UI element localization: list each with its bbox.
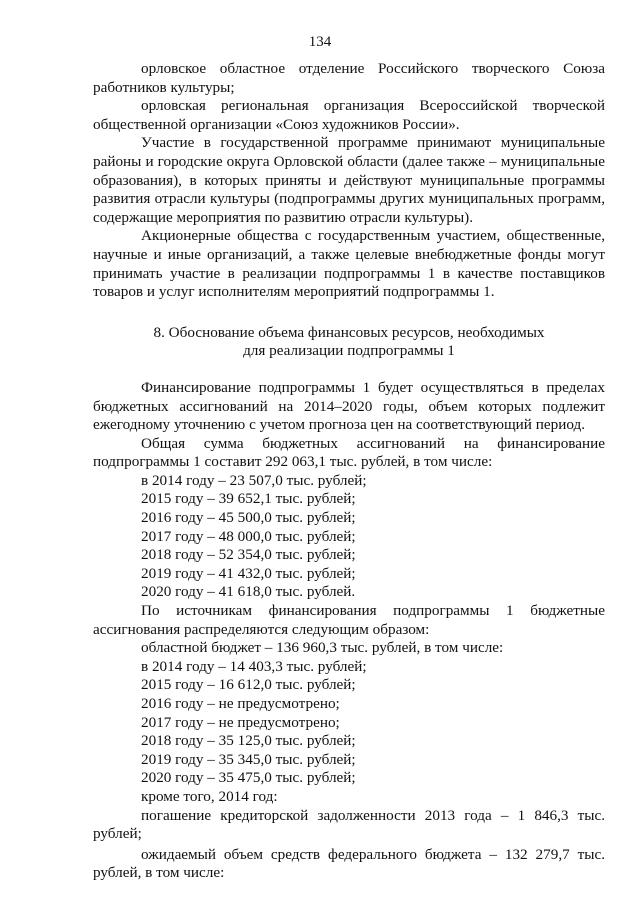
paragraph-union-artists: орловская региональная организация Всероссийской творческой общественной организации «Союз художников России». [93, 97, 605, 133]
paragraph-joint-stock-participation: Акционерные общества с государственным участием, общественные, научные и иные организаций, а также целевые внебюджетные фонды могут принимать участие в реализации подпрограммы 1 в качестве поставщиков товаров и услуг исполнителям мероприятий подпрограммы 1. [93, 227, 605, 301]
regional-additional-2014: кроме того, 2014 год: [141, 787, 278, 805]
section-heading-line-1: 8. Обоснование объема финансовых ресурсов, необходимых [153, 323, 545, 341]
regional-year-2015: 2015 году – 16 612,0 тыс. рублей; [141, 676, 356, 694]
section-heading [93, 324, 605, 361]
regional-year-2020: 2020 году – 35 475,0 тыс. рублей; [141, 769, 356, 787]
total-year-2018: 2018 году – 52 354,0 тыс. рублей; [141, 546, 356, 564]
regional-year-2016: 2016 году – не предусмотрено; [141, 695, 340, 712]
paragraph-sources-intro: По источникам финансирования подпрограммы 1 бюджетные ассигнования распределяются следующим образом: [93, 602, 605, 638]
total-year-2015: 2015 году – 39 652,1 тыс. рублей; [141, 490, 356, 508]
total-year-2017: 2017 году – 48 000,0 тыс. рублей; [141, 527, 356, 545]
document-body [93, 60, 605, 883]
page-number: 134 [308, 34, 332, 50]
paragraph-federal-budget: ожидаемый объем средств федерального бюджета – 132 279,7 тыс. рублей, в том числе: [93, 845, 605, 882]
total-year-2016: 2016 году – 45 500,0 тыс. рублей; [141, 509, 356, 527]
regional-year-2018: 2018 году – 35 125,0 тыс. рублей; [141, 732, 356, 750]
paragraph-debt-repayment: погашение кредиторской задолженности 2013 года – 1 846,3 тыс. рублей; [93, 806, 605, 843]
paragraph-total-sum: Общая сумма бюджетных ассигнований на финансирование подпрограммы 1 составит 292 063,1 тыс. рублей, в том числе: [93, 434, 605, 471]
paragraph-municipal-participation: Участие в государственной программе принимают муниципальные районы и городские округа Орловской области (далее также – муниципальные образования), в которых приняты и действуют муниципальные программы развития отрасли культуры (подпрограммы других муниципальных программ, содержащие мероприятия по развитию отрасли культуры). [93, 134, 605, 226]
total-year-2020: 2020 году – 41 618,0 тыс. рублей. [141, 583, 356, 601]
regional-year-2014: в 2014 году – 14 403,3 тыс. рублей; [141, 657, 367, 675]
regional-by-year-list [93, 658, 605, 807]
paragraph-union-theatre: орловское областное отделение Российского творческого Союза работников культуры; [93, 60, 605, 96]
regional-year-2017: 2017 году – не предусмотрено; [141, 713, 340, 731]
total-year-2014: в 2014 году – 23 507,0 тыс. рублей; [141, 471, 367, 489]
paragraph-financing-intro: Финансирование подпрограммы 1 будет осуществляться в пределах бюджетных ассигнований на 2014–2020 годы, объем которых подлежит ежегодному уточнению с учетом прогноза цен на соответствующий период. [93, 378, 605, 434]
total-year-2019: 2019 году – 41 432,0 тыс. рублей; [141, 564, 356, 582]
section-heading-line-2: для реализации подпрограммы 1 [243, 342, 455, 360]
regional-budget-total: областной бюджет – 136 960,3 тыс. рублей, в том числе: [141, 639, 504, 657]
regional-year-2019: 2019 году – 35 345,0 тыс. рублей; [141, 750, 356, 768]
total-by-year-list [93, 472, 605, 602]
